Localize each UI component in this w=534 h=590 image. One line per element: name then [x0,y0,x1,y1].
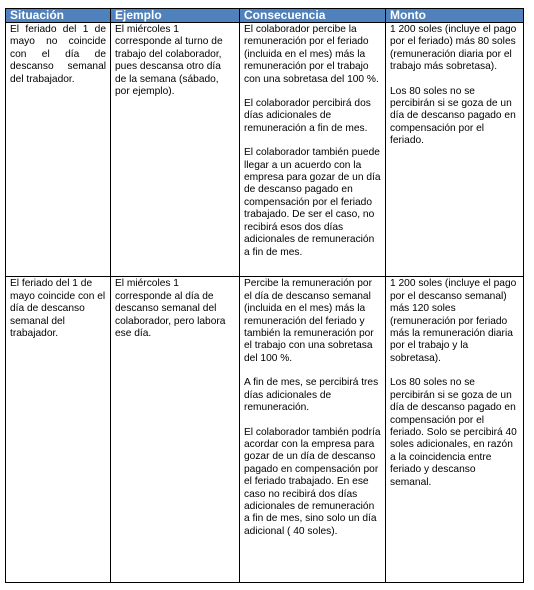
header-monto: Monto [386,9,524,23]
consecuencia-paragraph: El colaborador percibirá dos días adicionales de remuneración a fin de mes. [244,98,371,134]
header-situacion: Situación [6,9,111,23]
consecuencia-paragraph: El colaborador también puede llegar a un acuerdo con la empresa para gozar de un día de descanso pagado en compensación por el feriado trabajado. De ser el caso, no recibirá esos dos días adicionales de remuneración a fin de mes. [244,147,381,258]
table-row [6,277,524,583]
monto-paragraph: Los 80 soles no se percibirán si se goza de un día de descanso pagado en compensación por el feriado. Solo se percibirá 40 soles adicionales, en razón a la coincidencia entre feriado y descanso semanal. [390,377,517,488]
consecuencia-paragraph: El colaborador percibe la remuneración por el feriado (incluida en el mes) más la remuneración por el trabajo con una sobretasa del 100 %. [244,24,379,85]
ejemplo-cell: El miércoles 1 corresponde al día de descanso semanal del colaborador, pero labora ese día. [111,277,240,583]
header-row [6,9,524,23]
situacion-cell: El feriado del 1 de mayo coincide con el día de descanso semanal del trabajador. [6,277,111,583]
feriado-table [5,8,524,583]
monto-cell [386,277,524,583]
situacion-cell: El feriado del 1 de mayo no coincide con el día de descanso semanal del trabajador. [6,23,111,277]
ejemplo-cell: El miércoles 1 corresponde al turno de trabajo del colaborador, pues descansa otro día de la semana (sábado, por ejemplo). [111,23,240,277]
consecuencia-paragraph: A fin de mes, se percibirá tres días adicionales de remuneración. [244,377,379,414]
consecuencia-cell [240,23,386,277]
consecuencia-paragraph: El colaborador también podría acordar con la empresa para gozar de un día de descanso pagado en compensación por el feriado trabajado. En ese caso no recibirá dos días adicionales de remuneración a fin de mes, sino solo un día adicional ( 40 soles). [244,426,381,537]
header-consecuencia: Consecuencia [240,9,386,23]
table-row [6,23,524,277]
consecuencia-paragraph: Percibe la remuneración por el día de descanso semanal (incluida en el mes) más la remuneración del feriado y también la remuneración por el trabajo con una sobretasa del 100 %. [244,278,374,364]
consecuencia-cell [240,277,386,583]
monto-paragraph: 1 200 soles (incluye el pago por el feriado) más 80 soles (remuneración diaria por el trabajo más sobretasa). [390,24,517,73]
monto-paragraph: Los 80 soles no se percibirán si se goza de un día de descanso pagado en compensación por el feriado. [390,85,516,147]
header-ejemplo: Ejemplo [111,9,240,23]
monto-paragraph: 1 200 soles (incluye el pago por el descanso semanal) más 120 soles (remuneración por feriado más la remuneración diaria por el trabajo y la sobretasa). [390,278,517,364]
monto-cell [386,23,524,277]
